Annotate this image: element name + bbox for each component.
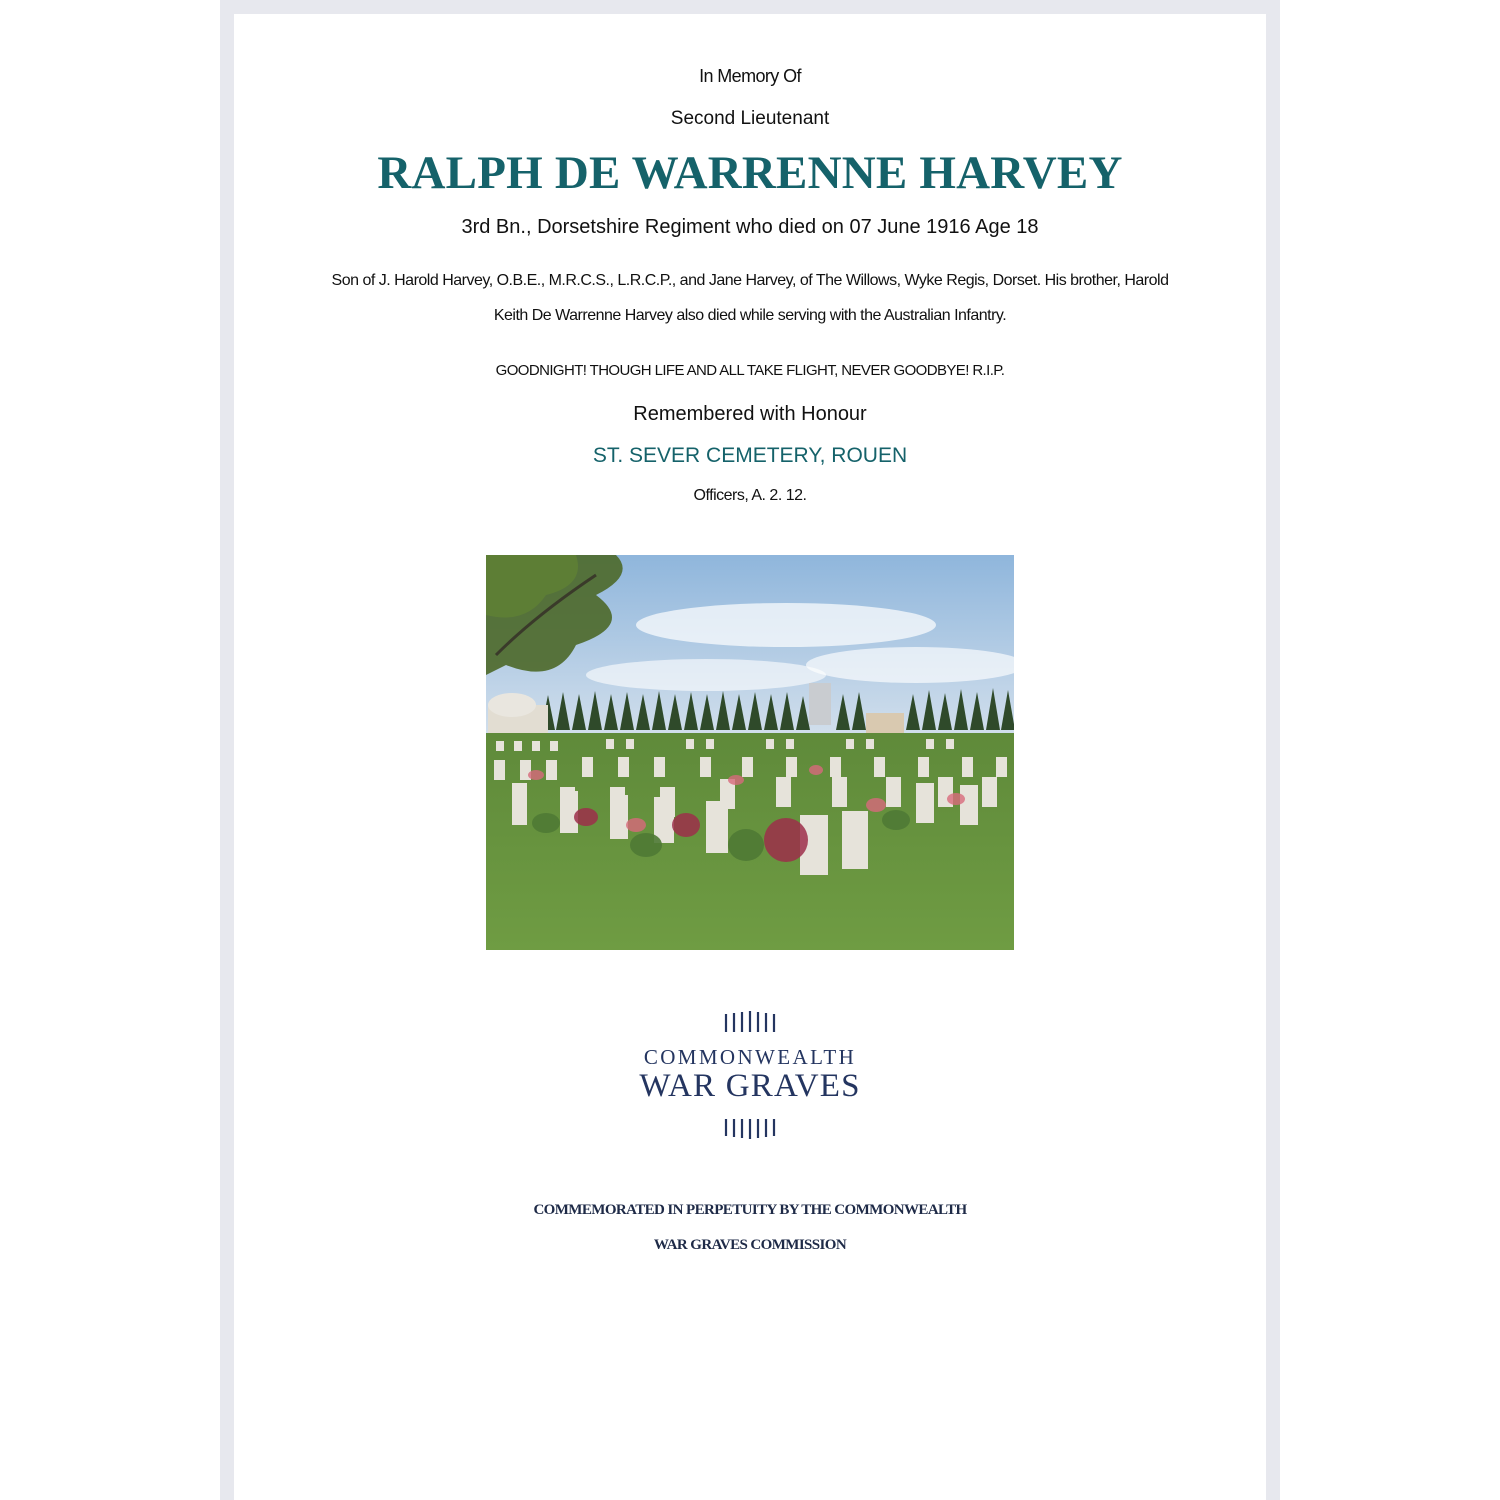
- family-details-line-2: Keith De Warrenne Harvey also died while serving with the Australian Infantry.: [493, 307, 1007, 324]
- soldier-name: RALPH DE WARRENNE HARVEY: [377, 147, 1123, 199]
- cwgc-logo: [600, 1005, 900, 1145]
- family-details-line-1: Son of J. Harold Harvey, O.B.E., M.R.C.S., L.R.C.P., and Jane Harvey, of The Willows, Wyke Regis, Dorset. His brother, Harold: [331, 272, 1169, 289]
- logo-text-commonwealth: COMMONWEALTH: [643, 1045, 857, 1069]
- epitaph: GOODNIGHT! THOUGH LIFE AND ALL TAKE FLIGHT, NEVER GOODBYE! R.I.P.: [495, 362, 1005, 379]
- logo-pillars-bottom-icon: [600, 1117, 900, 1141]
- grave-reference: Officers, A. 2. 12.: [693, 487, 807, 504]
- service-details: 3rd Bn., Dorsetshire Regiment who died on 07 June 1916 Age 18: [461, 216, 1039, 238]
- cemetery-name: ST. SEVER CEMETERY, ROUEN: [592, 444, 908, 467]
- intro-text: In Memory Of: [699, 66, 801, 86]
- logo-pillars-top-icon: [600, 1010, 900, 1034]
- commemoration-line-1: COMMEMORATED IN PERPETUITY BY THE COMMONWEALTH: [533, 1202, 967, 1218]
- logo-text-war-graves: WAR GRAVES: [639, 1068, 861, 1104]
- cemetery-photo: [486, 555, 1014, 950]
- rank-text: Second Lieutenant: [670, 108, 830, 129]
- commemoration-line-2: WAR GRAVES COMMISSION: [653, 1237, 847, 1253]
- remembered-text: Remembered with Honour: [633, 403, 867, 425]
